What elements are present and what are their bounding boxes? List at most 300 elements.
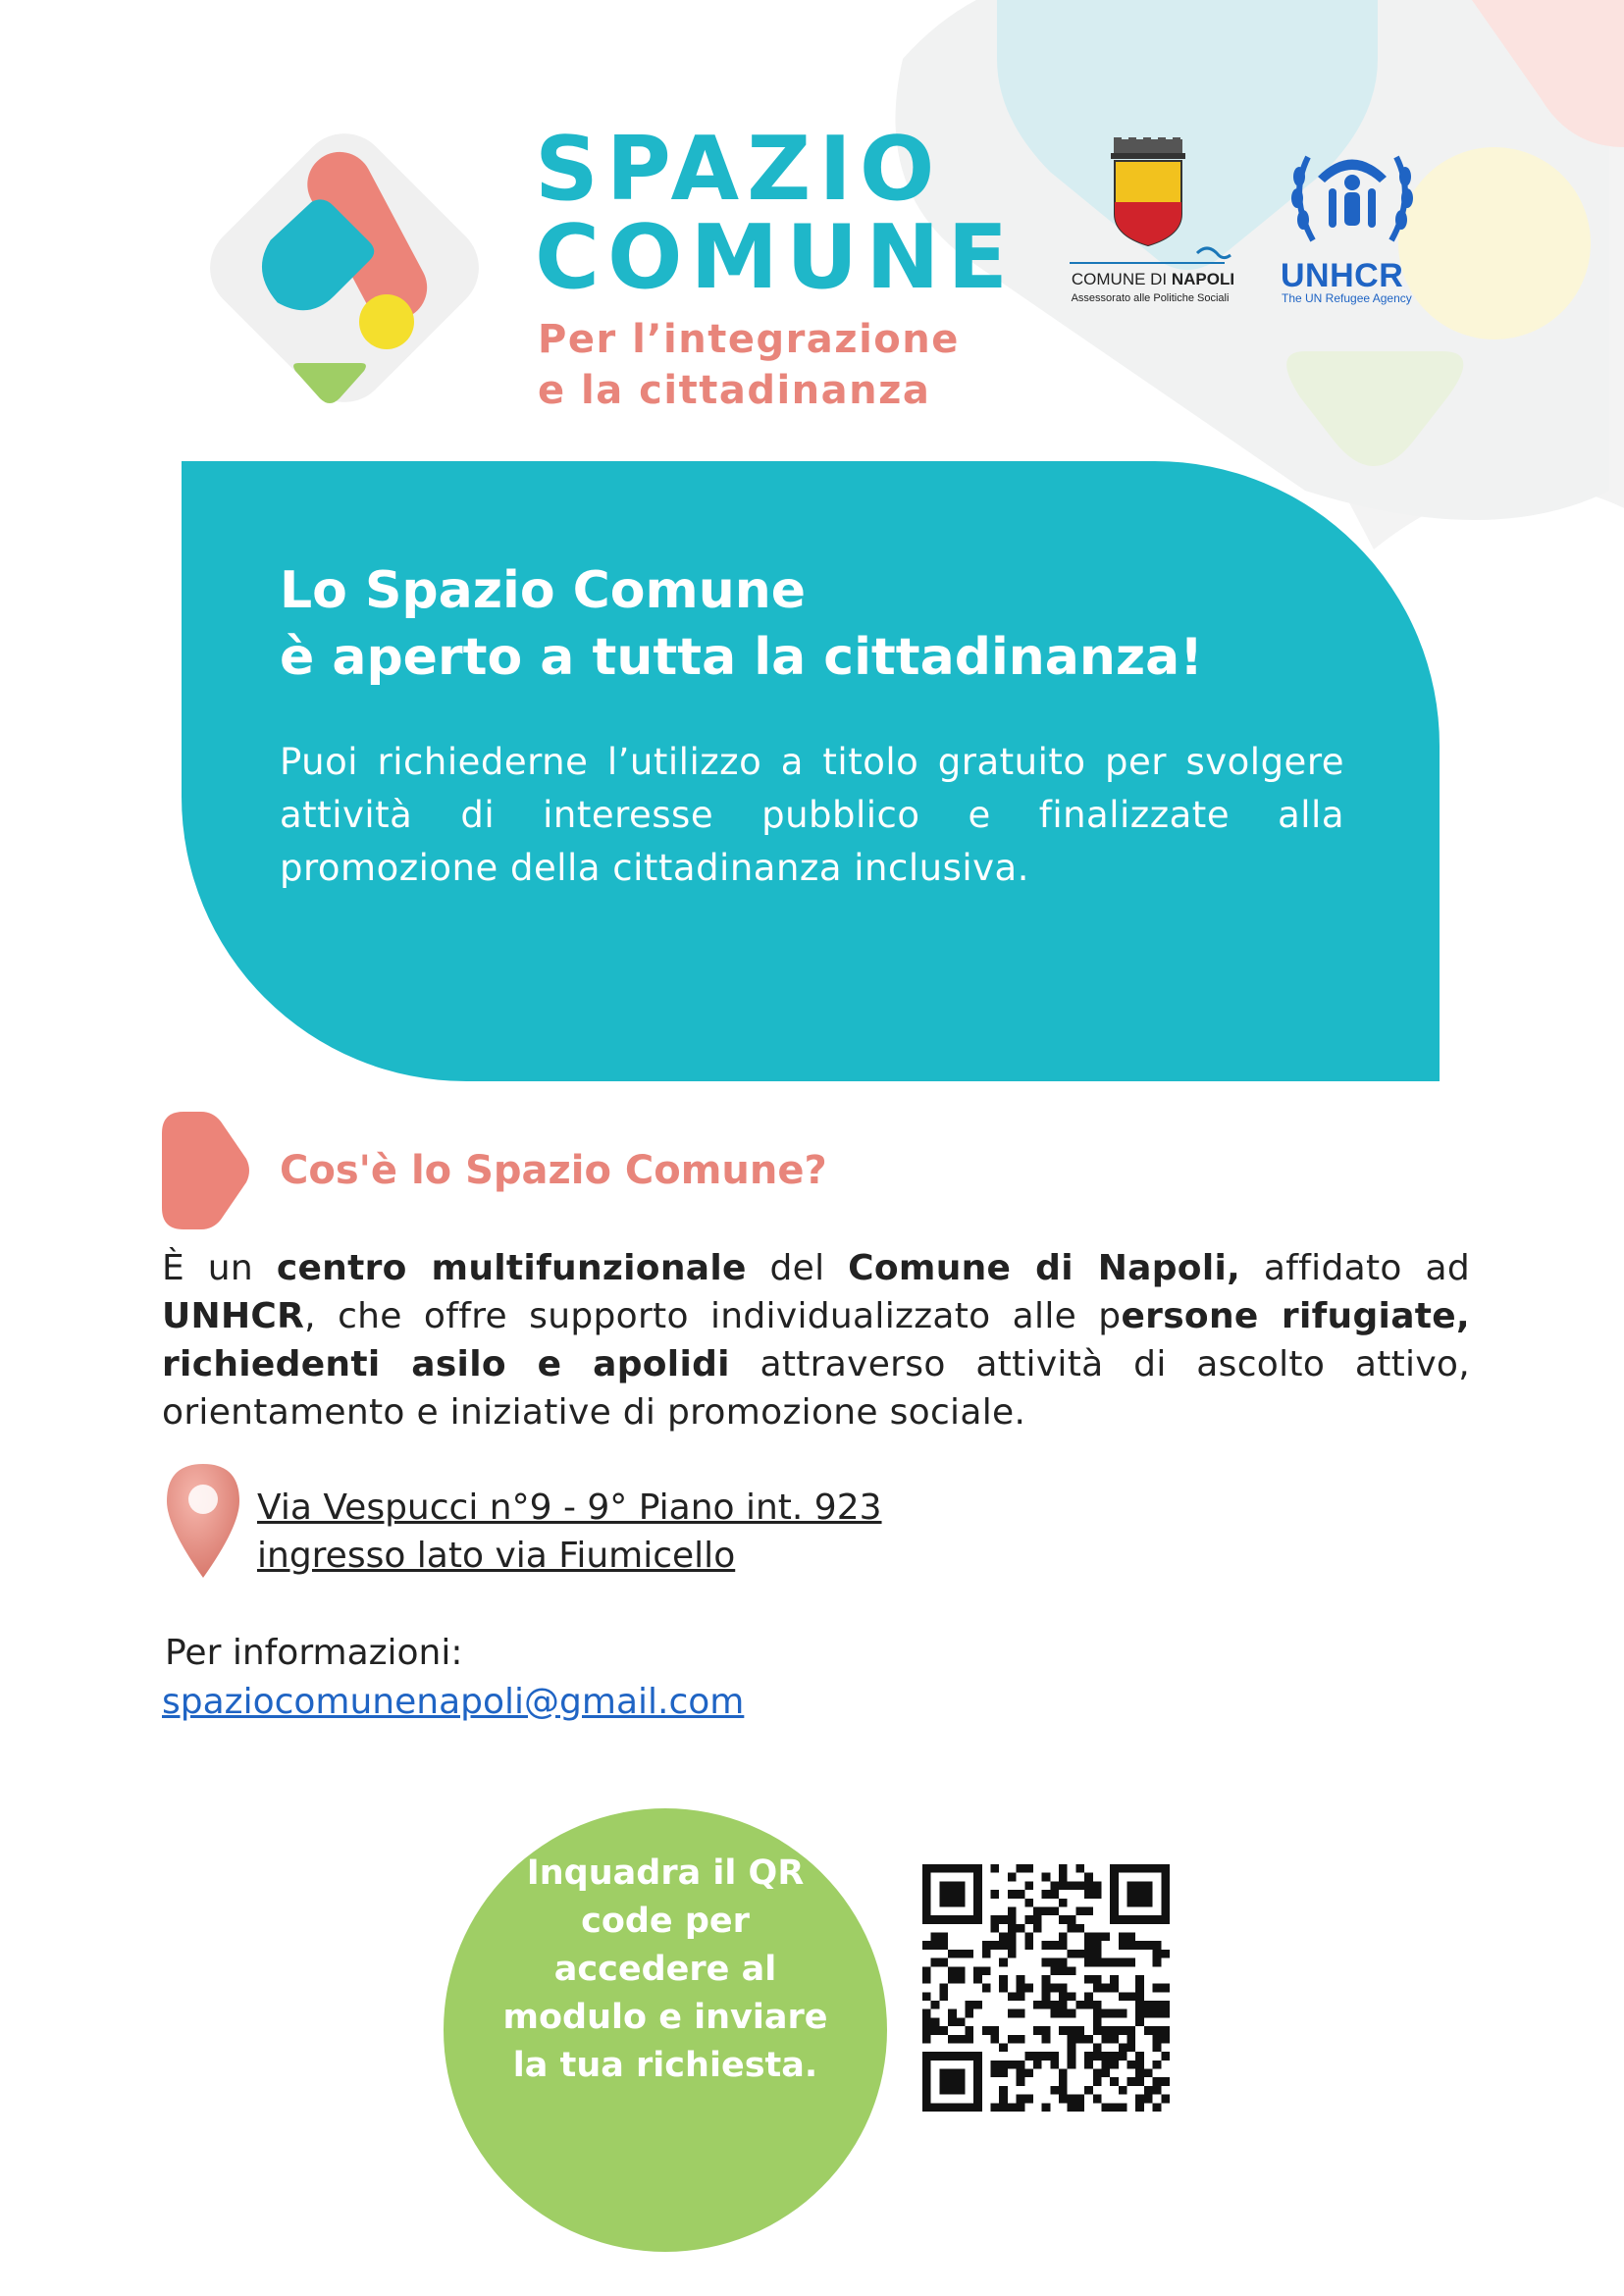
about-text-part: , che offre supporto individualizzato alle p xyxy=(304,1296,1122,1336)
qr-module xyxy=(1017,2061,1025,2069)
qr-module xyxy=(1135,1915,1144,1924)
qr-module xyxy=(1017,1992,1025,2001)
qr-module xyxy=(939,2086,948,2095)
qr-module xyxy=(1033,2001,1042,2009)
qr-module xyxy=(1059,2077,1068,2086)
qr-module xyxy=(1008,1992,1017,2001)
qr-module xyxy=(1135,2052,1144,2061)
qr-module xyxy=(965,2035,973,2044)
qr-module xyxy=(957,1864,966,1873)
qr-module xyxy=(1093,2069,1102,2078)
qr-module xyxy=(1161,2009,1170,2018)
qr-module xyxy=(1068,2095,1076,2104)
map-pin-icon xyxy=(165,1462,241,1580)
qr-module xyxy=(1093,1950,1102,1958)
qr-module xyxy=(1110,1958,1119,1967)
qr-module xyxy=(1119,2009,1127,2018)
qr-module xyxy=(922,2026,931,2035)
qr-module xyxy=(1110,2035,1119,2044)
qr-module xyxy=(1084,1958,1093,1967)
qr-module xyxy=(1093,2095,1102,2104)
qr-module xyxy=(1050,1941,1059,1950)
qr-module xyxy=(939,1958,948,1967)
qr-module xyxy=(922,2069,931,2078)
qr-module xyxy=(1127,1992,1136,2001)
qr-module xyxy=(957,1899,966,1907)
qr-module xyxy=(939,1881,948,1890)
qr-module xyxy=(1153,1915,1162,1924)
qr-module xyxy=(973,1890,982,1899)
qr-module xyxy=(1059,1966,1068,1975)
qr-module xyxy=(1050,2052,1059,2061)
qr-module xyxy=(1135,2001,1144,2009)
qr-module xyxy=(1153,1864,1162,1873)
qr-module xyxy=(1127,1933,1136,1942)
address[interactable] xyxy=(257,1484,882,1580)
qr-module xyxy=(1110,1906,1119,1915)
qr-module xyxy=(922,1992,931,2001)
qr-module xyxy=(1042,1873,1051,1882)
qr-module xyxy=(1033,1924,1042,1933)
qr-module xyxy=(1068,1950,1076,1958)
qr-module xyxy=(1068,2061,1076,2069)
qr-module xyxy=(1135,1975,1144,1984)
qr-module xyxy=(982,1984,991,1993)
qr-module xyxy=(1084,2001,1093,2009)
qr-module xyxy=(922,1975,931,1984)
qr-module xyxy=(1153,2043,1162,2052)
qr-module xyxy=(991,1941,1000,1950)
qr-module xyxy=(1017,1864,1025,1873)
qr-module xyxy=(939,2052,948,2061)
qr-module xyxy=(1127,1958,1136,1967)
napoli-subtitle: Assessorato alle Politiche Sociali xyxy=(1071,292,1230,304)
qr-module xyxy=(1042,1975,1051,1984)
qr-module xyxy=(1144,1941,1153,1950)
qr-module xyxy=(1110,1975,1119,1984)
qr-module xyxy=(931,1915,940,1924)
qr-module xyxy=(1017,2069,1025,2078)
qr-module xyxy=(1075,1950,1084,1958)
qr-module xyxy=(1008,1873,1017,1882)
qr-module xyxy=(1153,2009,1162,2018)
qr-module xyxy=(1059,2086,1068,2095)
qr-module xyxy=(1161,1873,1170,1882)
qr-module xyxy=(1144,2009,1153,2018)
qr-module xyxy=(1008,1890,1017,1899)
qr-module xyxy=(1161,2077,1170,2086)
qr-module xyxy=(1042,1992,1051,2001)
qr-module xyxy=(1119,1992,1127,2001)
qr-module xyxy=(1101,2026,1110,2035)
qr-module xyxy=(1093,1881,1102,1890)
qr-module xyxy=(922,2061,931,2069)
qr-module xyxy=(1119,2103,1127,2112)
qr-module xyxy=(1093,2009,1102,2018)
qr-module xyxy=(957,1881,966,1890)
qr-module xyxy=(1119,2052,1127,2061)
qr-module xyxy=(1119,2043,1127,2052)
qr-module xyxy=(1093,2043,1102,2052)
qr-module xyxy=(991,2061,1000,2069)
qr-module xyxy=(1161,1915,1170,1924)
qr-module xyxy=(1144,1899,1153,1907)
qr-module xyxy=(1110,2052,1119,2061)
qr-module xyxy=(1024,1984,1033,1993)
qr-module xyxy=(1075,2035,1084,2044)
qr-module xyxy=(1135,1890,1144,1899)
qr-module xyxy=(922,2035,931,2044)
qr-module xyxy=(1161,1899,1170,1907)
qr-module xyxy=(1093,2001,1102,2009)
qr-module xyxy=(1059,1958,1068,1967)
qr-module xyxy=(922,2017,931,2026)
qr-module xyxy=(1084,1950,1093,1958)
qr-module xyxy=(965,1915,973,1924)
qr-module xyxy=(1042,1890,1051,1899)
qr-module xyxy=(991,2103,1000,2112)
qr-module xyxy=(965,2052,973,2061)
qr-module xyxy=(1084,2061,1093,2069)
brand-title-line2: COMUNE xyxy=(535,206,1017,309)
qr-module xyxy=(948,1966,957,1975)
qr-module xyxy=(1042,1906,1051,1915)
brand-subtitle-line1: Per l’integrazione xyxy=(538,317,960,362)
qr-module xyxy=(939,1941,948,1950)
qr-module xyxy=(948,1890,957,1899)
qr-module xyxy=(1153,1950,1162,1958)
qr-module xyxy=(982,1941,991,1950)
qr-module xyxy=(939,1933,948,1942)
qr-module xyxy=(1017,2009,1025,2018)
qr-module xyxy=(991,1890,1000,1899)
qr-module xyxy=(1101,2103,1110,2112)
qr-module xyxy=(957,2086,966,2095)
qr-module xyxy=(999,1933,1008,1942)
qr-module xyxy=(1127,1864,1136,1873)
qr-module xyxy=(999,2103,1008,2112)
qr-module xyxy=(965,1864,973,1873)
qr-module xyxy=(1059,2026,1068,2035)
qr-module xyxy=(922,1890,931,1899)
qr-module xyxy=(1050,2001,1059,2009)
intro-title-line1: Lo Spazio Comune xyxy=(280,561,807,620)
about-text-part: È un xyxy=(162,1248,277,1288)
qr-module xyxy=(973,2052,982,2061)
qr-module xyxy=(1068,2035,1076,2044)
qr-module xyxy=(999,2095,1008,2104)
qr-module xyxy=(1110,1890,1119,1899)
qr-module xyxy=(922,1915,931,1924)
qr-module xyxy=(1093,1941,1102,1950)
qr-module xyxy=(1110,2009,1119,2018)
qr-module xyxy=(1153,1984,1162,1993)
qr-module xyxy=(973,1966,982,1975)
qr-module xyxy=(1008,1950,1017,1958)
qr-module xyxy=(973,1975,982,1984)
qr-module xyxy=(973,1906,982,1915)
qr-module xyxy=(991,2035,1000,2044)
intro-title xyxy=(280,557,1203,691)
qr-module xyxy=(1144,1915,1153,1924)
qr-module xyxy=(1068,2026,1076,2035)
about-text xyxy=(162,1244,1470,1436)
qr-module xyxy=(1135,2069,1144,2078)
qr-module xyxy=(1119,1941,1127,1950)
qr-module xyxy=(1017,2095,1025,2104)
qr-module xyxy=(1068,1881,1076,1890)
qr-module xyxy=(922,2103,931,2112)
qr-module xyxy=(931,1958,940,1967)
about-heading: Cos'è lo Spazio Comune? xyxy=(280,1148,827,1193)
qr-module xyxy=(991,1915,1000,1924)
qr-module xyxy=(1135,2009,1144,2018)
qr-module xyxy=(973,2077,982,2086)
qr-module xyxy=(1084,1890,1093,1899)
qr-module xyxy=(948,2017,957,2026)
unhcr-emblem-icon xyxy=(1283,137,1421,255)
qr-module xyxy=(1144,1890,1153,1899)
qr-module xyxy=(965,2103,973,2112)
qr-module xyxy=(1017,2077,1025,2086)
qr-module xyxy=(1153,2086,1162,2095)
qr-module xyxy=(957,1890,966,1899)
qr-module xyxy=(1144,2026,1153,2035)
qr-module xyxy=(939,2069,948,2078)
napoli-name-bold: NAPOLI xyxy=(1171,270,1235,288)
qr-module xyxy=(922,2086,931,2095)
qr-module xyxy=(1153,1958,1162,1967)
qr-module xyxy=(1093,2017,1102,2026)
qr-module xyxy=(1153,1941,1162,1950)
unhcr-subtitle: The UN Refugee Agency xyxy=(1282,291,1412,305)
intro-text: Puoi richiederne l’utilizzo a titolo gratuito per svolgere attività di interesse pubblico e finalizzate alla promozione della cittadinanza inclusiva. xyxy=(280,741,1344,889)
comune-di-napoli-name xyxy=(1055,270,1251,289)
qr-module xyxy=(948,1950,957,1958)
qr-module xyxy=(1075,1864,1084,1873)
qr-module xyxy=(1008,1915,1017,1924)
qr-module xyxy=(922,2095,931,2104)
qr-module xyxy=(1024,2052,1033,2061)
qr-module xyxy=(922,1881,931,1890)
qr-module xyxy=(1161,1984,1170,1993)
qr-module xyxy=(948,1915,957,1924)
qr-module xyxy=(1017,1890,1025,1899)
qr-module xyxy=(1017,2035,1025,2044)
qr-module xyxy=(957,2077,966,2086)
qr-module xyxy=(1033,2052,1042,2061)
qr-module xyxy=(982,1966,991,1975)
qr-module xyxy=(1153,2035,1162,2044)
qr-module xyxy=(1119,1915,1127,1924)
address-line2[interactable]: ingresso lato via Fiumicello xyxy=(257,1536,736,1576)
qr-module xyxy=(1042,2026,1051,2035)
qr-module xyxy=(1101,2061,1110,2069)
qr-module xyxy=(999,2061,1008,2069)
qr-module xyxy=(1068,2043,1076,2052)
qr-module xyxy=(1024,1933,1033,1942)
qr-module xyxy=(948,2069,957,2078)
qr-module xyxy=(1161,2035,1170,2044)
qr-module xyxy=(973,2061,982,2069)
qr-module xyxy=(1110,2061,1119,2069)
qr-module xyxy=(1050,1881,1059,1890)
qr-module xyxy=(1068,1992,1076,2001)
napoli-name-prefix: COMUNE DI xyxy=(1071,270,1172,288)
qr-module xyxy=(957,1915,966,1924)
qr-module xyxy=(1059,1933,1068,1942)
qr-module xyxy=(1127,2043,1136,2052)
qr-module xyxy=(1042,1984,1051,1993)
qr-module xyxy=(1017,1924,1025,1933)
qr-module xyxy=(1042,2103,1051,2112)
qr-module xyxy=(973,2103,982,2112)
qr-module xyxy=(999,2086,1008,2095)
address-line1[interactable]: Via Vespucci n°9 - 9° Piano int. 923 xyxy=(257,1487,882,1528)
qr-module xyxy=(1127,2026,1136,2035)
qr-module xyxy=(1024,1941,1033,1950)
qr-module xyxy=(1161,1890,1170,1899)
qr-module xyxy=(1008,2035,1017,2044)
qr-module xyxy=(1075,2026,1084,2035)
qr-module xyxy=(1059,1984,1068,1993)
qr-module xyxy=(1084,2086,1093,2095)
qr-module xyxy=(931,2001,940,2009)
qr-module xyxy=(1110,2026,1119,2035)
qr-module xyxy=(1110,1915,1119,1924)
qr-module xyxy=(1042,2035,1051,2044)
qr-module xyxy=(1024,2095,1033,2104)
qr-module xyxy=(948,2009,957,2018)
qr-module xyxy=(999,1941,1008,1950)
qr-module xyxy=(1161,1864,1170,1873)
qr-module xyxy=(948,2103,957,2112)
qr-module xyxy=(1075,2001,1084,2009)
qr-module xyxy=(939,2103,948,2112)
qr-module xyxy=(1075,2095,1084,2104)
qr-module xyxy=(1127,2035,1136,2044)
qr-module xyxy=(931,2026,940,2035)
qr-module xyxy=(1135,1899,1144,1907)
qr-module xyxy=(1093,1984,1102,1993)
qr-module xyxy=(1084,2052,1093,2061)
qr-module xyxy=(1068,2009,1076,2018)
qr-module xyxy=(1135,2095,1144,2104)
qr-module xyxy=(1084,1933,1093,1942)
qr-module xyxy=(1101,1984,1110,1993)
qr-module xyxy=(1135,1992,1144,2001)
qr-module xyxy=(1093,2052,1102,2061)
qr-module xyxy=(1084,2035,1093,2044)
qr-module xyxy=(1144,1881,1153,1890)
qr-code[interactable] xyxy=(922,1864,1170,2112)
qr-module xyxy=(1050,1966,1059,1975)
qr-module xyxy=(1059,1881,1068,1890)
qr-module xyxy=(922,1899,931,1907)
qr-module xyxy=(1050,2086,1059,2095)
qr-module xyxy=(1042,2052,1051,2061)
qr-module xyxy=(1161,2026,1170,2035)
qr-module xyxy=(1068,2052,1076,2061)
qr-module xyxy=(1059,2009,1068,2018)
qr-module xyxy=(1161,2095,1170,2104)
qr-module xyxy=(922,2009,931,2018)
qr-module xyxy=(948,2052,957,2061)
qr-module xyxy=(1110,1873,1119,1882)
qr-module xyxy=(1110,1864,1119,1873)
qr-module xyxy=(1084,1992,1093,2001)
qr-module xyxy=(1144,2001,1153,2009)
qr-module xyxy=(991,1864,1000,1873)
qr-module xyxy=(1008,1933,1017,1942)
qr-module xyxy=(948,1899,957,1907)
qr-module xyxy=(939,1864,948,1873)
email-link[interactable]: spaziocomunenapoli@gmail.com xyxy=(162,1682,745,1722)
qr-module xyxy=(1024,1881,1033,1890)
qr-module xyxy=(991,2026,1000,2035)
qr-module xyxy=(957,2052,966,2061)
qr-module xyxy=(973,1881,982,1890)
qr-module xyxy=(1101,1958,1110,1967)
qr-module xyxy=(1059,1873,1068,1882)
qr-module xyxy=(1135,2017,1144,2026)
qr-module xyxy=(1093,1890,1102,1899)
qr-module xyxy=(1068,1924,1076,1933)
qr-module xyxy=(931,2103,940,2112)
about-text-part: attraverso attività di ascolto attivo, orientamento e iniziative di promozione sociale. xyxy=(162,1344,1471,1433)
qr-module xyxy=(1144,2086,1153,2095)
qr-module xyxy=(1059,1915,1068,1924)
info-label: Per informazioni: xyxy=(165,1633,463,1673)
qr-module xyxy=(991,1924,1000,1933)
qr-module xyxy=(991,2069,1000,2078)
qr-module xyxy=(957,1966,966,1975)
qr-module xyxy=(957,2069,966,2078)
qr-module xyxy=(1093,2026,1102,2035)
qr-module xyxy=(1153,2026,1162,2035)
qr-module xyxy=(1119,2026,1127,2035)
qr-module xyxy=(1033,1915,1042,1924)
qr-module xyxy=(1024,1915,1033,1924)
qr-module xyxy=(1144,2069,1153,2078)
qr-module xyxy=(1084,1881,1093,1890)
brand-subtitle xyxy=(538,314,960,416)
qr-module xyxy=(1135,2077,1144,2086)
qr-module xyxy=(1075,1906,1084,1915)
qr-module xyxy=(922,1941,931,1950)
qr-module xyxy=(965,2009,973,2018)
qr-module xyxy=(1135,1941,1144,1950)
qr-module xyxy=(1110,1984,1119,1993)
about-text-part: affidato ad xyxy=(1240,1248,1470,1288)
qr-module xyxy=(1153,2077,1162,2086)
qr-module xyxy=(973,2069,982,2078)
qr-module xyxy=(1153,2001,1162,2009)
qr-module xyxy=(1093,1933,1102,1942)
qr-module xyxy=(1017,1984,1025,1993)
qr-module xyxy=(965,1950,973,1958)
qr-module xyxy=(1050,2061,1059,2069)
qr-module xyxy=(973,1915,982,1924)
qr-module xyxy=(1084,1975,1093,1984)
qr-module xyxy=(1050,1906,1059,1915)
qr-module xyxy=(1127,2077,1136,2086)
qr-module xyxy=(973,1864,982,1873)
qr-module xyxy=(1135,2061,1144,2069)
qr-module xyxy=(1110,1899,1119,1907)
qr-module xyxy=(931,1864,940,1873)
qr-module xyxy=(1127,1890,1136,1899)
